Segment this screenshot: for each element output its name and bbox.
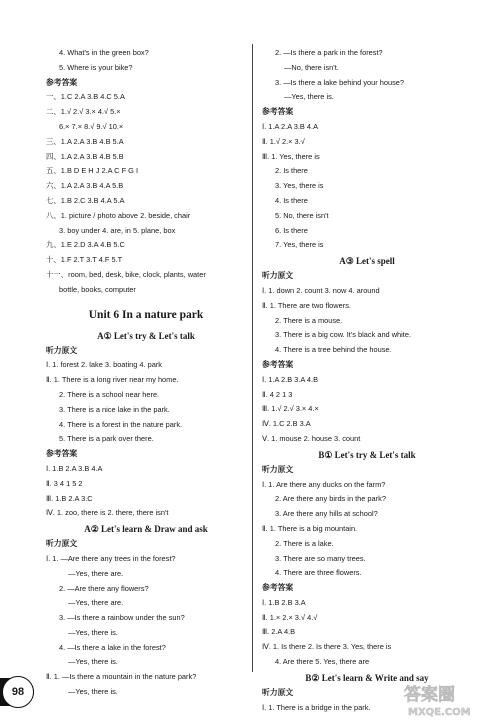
section-heading: 参考答案 [46, 449, 78, 459]
section-heading: 参考答案 [46, 77, 78, 87]
right-column-line: 3. There are so many trees. [275, 553, 366, 563]
right-column-line: Ⅰ. 1.A 2.B 3.A 4.B [262, 374, 319, 384]
section-heading: 听力原文 [262, 464, 294, 474]
left-column-line: Ⅱ. 1. There is a long river near my home. [46, 375, 179, 385]
svg-text:MXQE.COM: MXQE.COM [408, 707, 471, 718]
left-column-line: 2. —Are there any flowers? [59, 583, 149, 593]
left-column-line: 一、1.C 2.A 3.B 4.C 5.A [46, 92, 125, 102]
right-column-line: Ⅰ. 1. down 2. count 3. now 4. around [262, 285, 380, 295]
left-column-line: 2. There is a school near here. [59, 389, 160, 399]
left-column-line: 六、1.A 2.A 3.B 4.A 5.B [46, 181, 124, 191]
left-column-line: 九、1.E 2.D 3.A 4.B 5.C [46, 240, 125, 250]
left-column-line: 3. —Is there a rainbow under the sun? [59, 613, 185, 623]
section-heading: 参考答案 [262, 359, 294, 369]
right-column-line: 6. Is there [275, 225, 308, 235]
section-heading: 参考答案 [262, 583, 294, 593]
left-column-line: 4. There is a forest in the nature park. [59, 419, 183, 429]
left-column-line: Ⅰ. 1. forest 2. lake 3. boating 4. park [46, 360, 162, 370]
right-column-line: Ⅲ. 2.A 4.B [262, 627, 296, 637]
section-heading: 听力原文 [46, 345, 78, 355]
unit-title: Unit 6 In a nature park [88, 308, 204, 321]
left-column-line: 十、1.F 2.T 3.T 4.F 5.T [46, 255, 123, 265]
lesson-title: A③ Let's spell [339, 256, 395, 267]
watermark-logo [402, 680, 494, 720]
right-column-line: Ⅱ. 1. There are two flowers. [262, 300, 351, 310]
left-column-line: 十一、room, bed, desk, bike, clock, plants, water [46, 269, 206, 279]
section-heading: 听力原文 [262, 687, 294, 697]
left-column-line: 3. boy under 4. are, in 5. plane, box [59, 225, 176, 235]
left-column-line: Ⅱ. 3 4 1 5 2 [46, 478, 83, 488]
right-column-line: 3. Are there any hills at school? [275, 509, 378, 519]
right-column-line: 3. Yes, there is [275, 181, 324, 191]
left-column-line: Ⅳ. 1. zoo, there is 2. there, there isn't [46, 508, 169, 518]
left-column-line: 5. Where is your bike? [59, 62, 133, 72]
left-column-line: —Yes, there is. [68, 687, 118, 697]
left-column-line: 5. There is a park over there. [59, 434, 154, 444]
column-divider [252, 44, 253, 672]
svg-text:答案圈: 答案圈 [404, 685, 455, 705]
right-column-line: Ⅰ. 1.A 2.A 3.B 4.A [262, 121, 319, 131]
left-column-line: 三、1.A 2.A 3.B 4.B 5.A [46, 136, 124, 146]
left-column-line: 四、1.A 2.A 3.B 4.B 5.B [46, 151, 124, 161]
right-column-line: 2. —Is there a park in the forest? [275, 48, 383, 57]
left-column-line: —Yes, there are. [68, 568, 124, 578]
left-column-line: Ⅱ. 1. —Is there a mountain in the nature park? [46, 672, 197, 682]
right-column-line: Ⅰ. 1. Are there any ducks on the farm? [262, 479, 386, 489]
section-heading: 参考答案 [262, 107, 294, 117]
lesson-title: B② Let's learn & Write and say [305, 672, 429, 683]
left-column-line: 八、1. picture / photo above 2. beside, chair [46, 210, 191, 220]
lesson-title: A① Let's try & Let's talk [97, 330, 195, 341]
right-column-line: 3. —Is there a lake behind your house? [275, 77, 405, 87]
right-column-line: Ⅱ. 1. There is a big mountain. [262, 523, 358, 533]
right-column-line: 3. There is a big cow. It's black and white. [275, 330, 412, 340]
left-column-line: 五、1.B D E H J 2.A C F G I [46, 166, 138, 176]
left-column-line: 4. What's in the green box? [59, 48, 149, 57]
left-column-line: Ⅲ. 1.B 2.A 3.C [46, 493, 93, 503]
right-column-line: Ⅳ. 1. Is there 2. Is there 3. Yes, there is [262, 642, 392, 652]
left-column-line: 6.× 7.× 8.√ 9.√ 10.× [59, 121, 124, 131]
left-column-line: 4. —Is there a lake in the forest? [59, 642, 166, 652]
left-column-line: 3. There is a nice lake in the park. [59, 404, 170, 414]
left-column-line: —Yes, there is. [68, 627, 118, 637]
right-column-line: 2. There is a lake. [275, 538, 334, 548]
left-column-line: bottle, books, computer [59, 284, 136, 294]
right-column-line: 4. There is a tree behind the house. [275, 345, 392, 355]
left-column-line: Ⅰ. 1.B 2.A 3.B 4.A [46, 463, 103, 473]
right-column-line: 2. There is a mouse. [275, 315, 343, 325]
section-heading: 听力原文 [262, 271, 294, 281]
right-column [262, 46, 472, 715]
right-column-line: 4. Are there 5. Yes, there are [275, 657, 370, 667]
section-heading: 听力原文 [46, 539, 78, 549]
right-column-line: 7. Yes, there is [275, 240, 324, 250]
page-number: 98 [2, 676, 34, 708]
right-column-line: Ⅲ. 1.√ 2.√ 3.× 4.× [262, 404, 319, 414]
right-column-line: 4. There are three flowers. [275, 568, 362, 578]
right-column-line: —No, there isn't. [284, 62, 339, 72]
left-column [46, 46, 246, 700]
right-column-line: —Yes, there is. [284, 92, 334, 102]
right-column-line: Ⅱ. 1.√ 2.× 3.√ [262, 136, 305, 146]
right-column-line: Ⅴ. 1. mouse 2. house 3. count [262, 433, 361, 443]
right-column-line: Ⅳ. 1.C 2.B 3.A [262, 419, 311, 429]
right-column-line: Ⅱ. 1.× 2.× 3.√ 4.√ [262, 612, 318, 622]
right-column-line: 4. Is there [275, 195, 308, 205]
right-column-line: Ⅰ. 1. There is a bridge in the park. [262, 702, 371, 712]
left-column-line: 二、1.√ 2.√ 3.× 4.√ 5.× [46, 107, 121, 117]
right-column-line: 5. No, there isn't [275, 210, 329, 220]
right-column-line: Ⅰ. 1.B 2.B 3.A [262, 597, 306, 607]
right-column-line: Ⅲ. 1. Yes, there is [262, 151, 320, 161]
right-column-line: 2. Is there [275, 166, 308, 176]
right-column-line: Ⅱ. 4 2 1 3 [262, 389, 293, 399]
left-column-line: Ⅰ. 1. —Are there any trees in the forest? [46, 553, 176, 563]
lesson-title: A② Let's learn & Draw and ask [84, 524, 208, 535]
lesson-title: B① Let's try & Let's talk [318, 449, 416, 460]
left-column-line: —Yes, there is. [68, 657, 118, 667]
right-column-line: 2. Are there any birds in the park? [275, 494, 386, 504]
left-column-line: 七、1.B 2.C 3.B 4.A 5.A [46, 195, 125, 205]
left-column-line: —Yes, there are. [68, 598, 124, 608]
